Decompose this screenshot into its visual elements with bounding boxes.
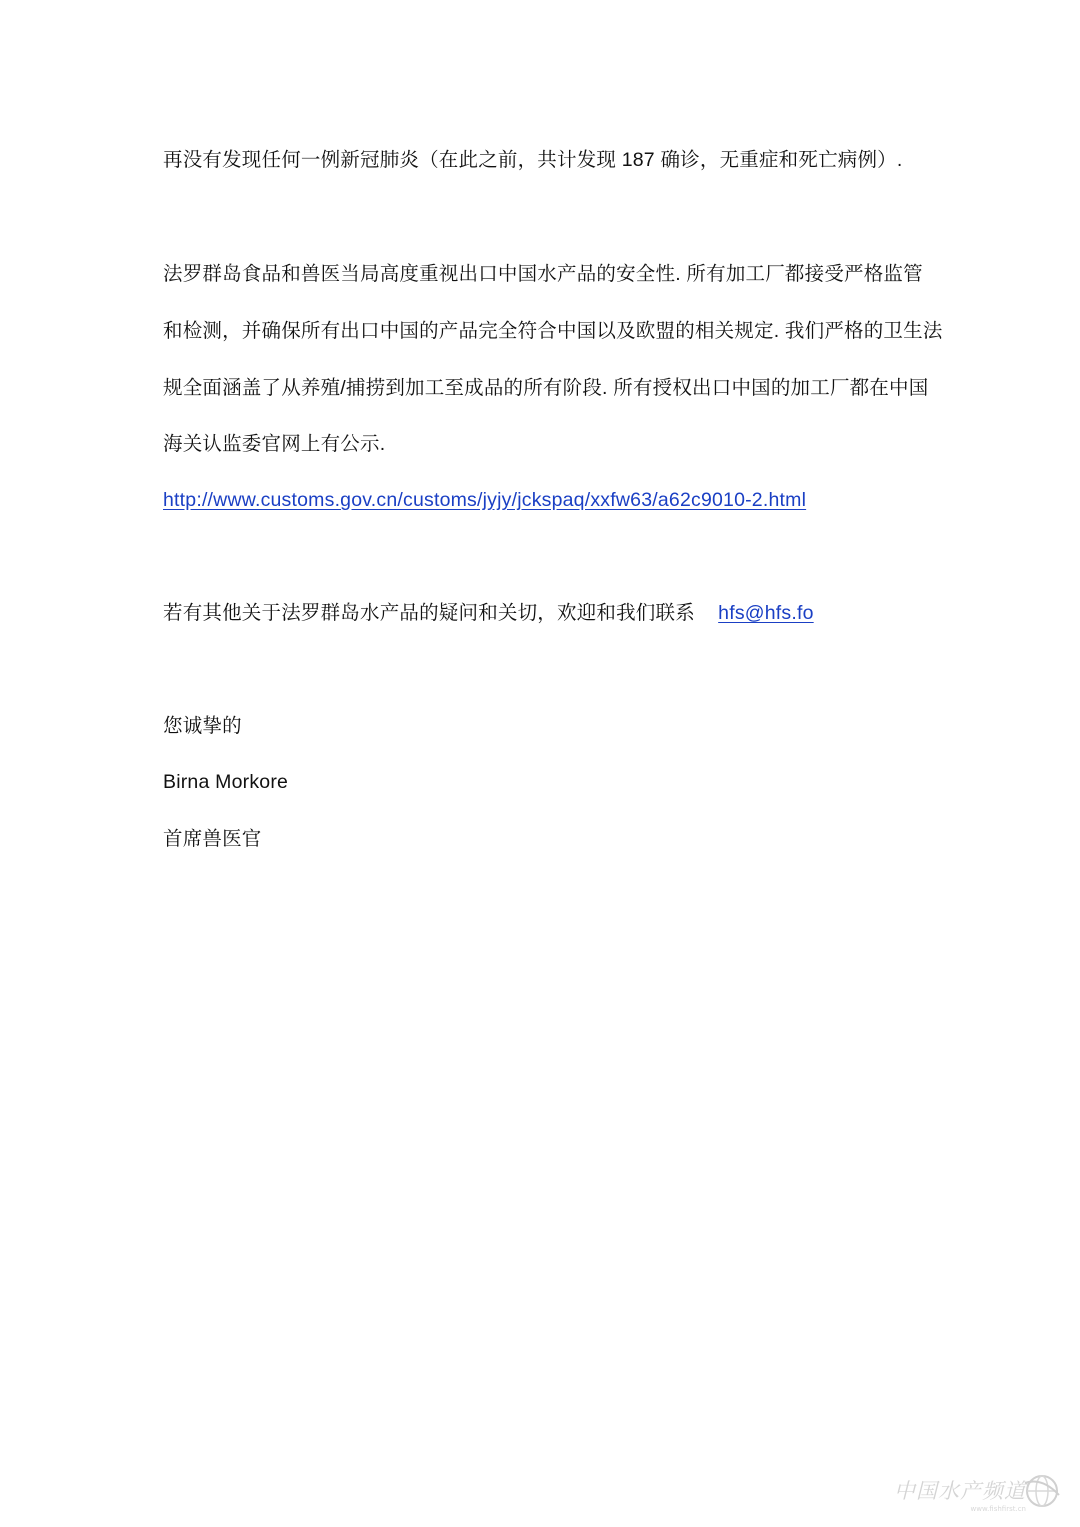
signatory-name: Birna Morkore <box>163 771 289 793</box>
closing-salutation: 您诚挚的 <box>163 715 242 737</box>
contact-email-link[interactable]: hfs@hfs.fo <box>718 602 814 624</box>
paragraph-line: 法罗群岛食品和兽医当局高度重视出口中国水产品的安全性. 所有加工厂都接受严格监管 <box>163 263 923 285</box>
globe-logo-icon <box>1022 1467 1062 1517</box>
contact-line <box>163 601 814 625</box>
paragraph-line: 规全面涵盖了从养殖/捕捞到加工至成品的所有阶段. 所有授权出口中国的加工厂都在中国 <box>163 377 929 399</box>
signatory-title: 首席兽医官 <box>163 828 262 850</box>
customs-link-line <box>163 488 806 512</box>
watermark-subtext: www.fishfirst.cn <box>970 1505 1026 1513</box>
contact-text: 若有其他关于法罗群岛水产品的疑问和关切，欢迎和我们联系 <box>163 602 695 624</box>
watermark-text: 中国水产频道 <box>894 1479 1026 1503</box>
watermark <box>872 1467 1062 1517</box>
customs-url-link[interactable]: http://www.customs.gov.cn/customs/jyjy/jckspaq/xxfw63/a62c9010-2.html <box>163 489 807 511</box>
paragraph-line: 和检测，并确保所有出口中国的产品完全符合中国以及欧盟的相关规定. 我们严格的卫生法 <box>163 320 943 342</box>
paragraph-line: 再没有发现任何一例新冠肺炎（在此之前，共计发现 187 确诊，无重症和死亡病例）. <box>163 149 903 171</box>
paragraph-line: 海关认监委官网上有公示. <box>163 433 386 455</box>
